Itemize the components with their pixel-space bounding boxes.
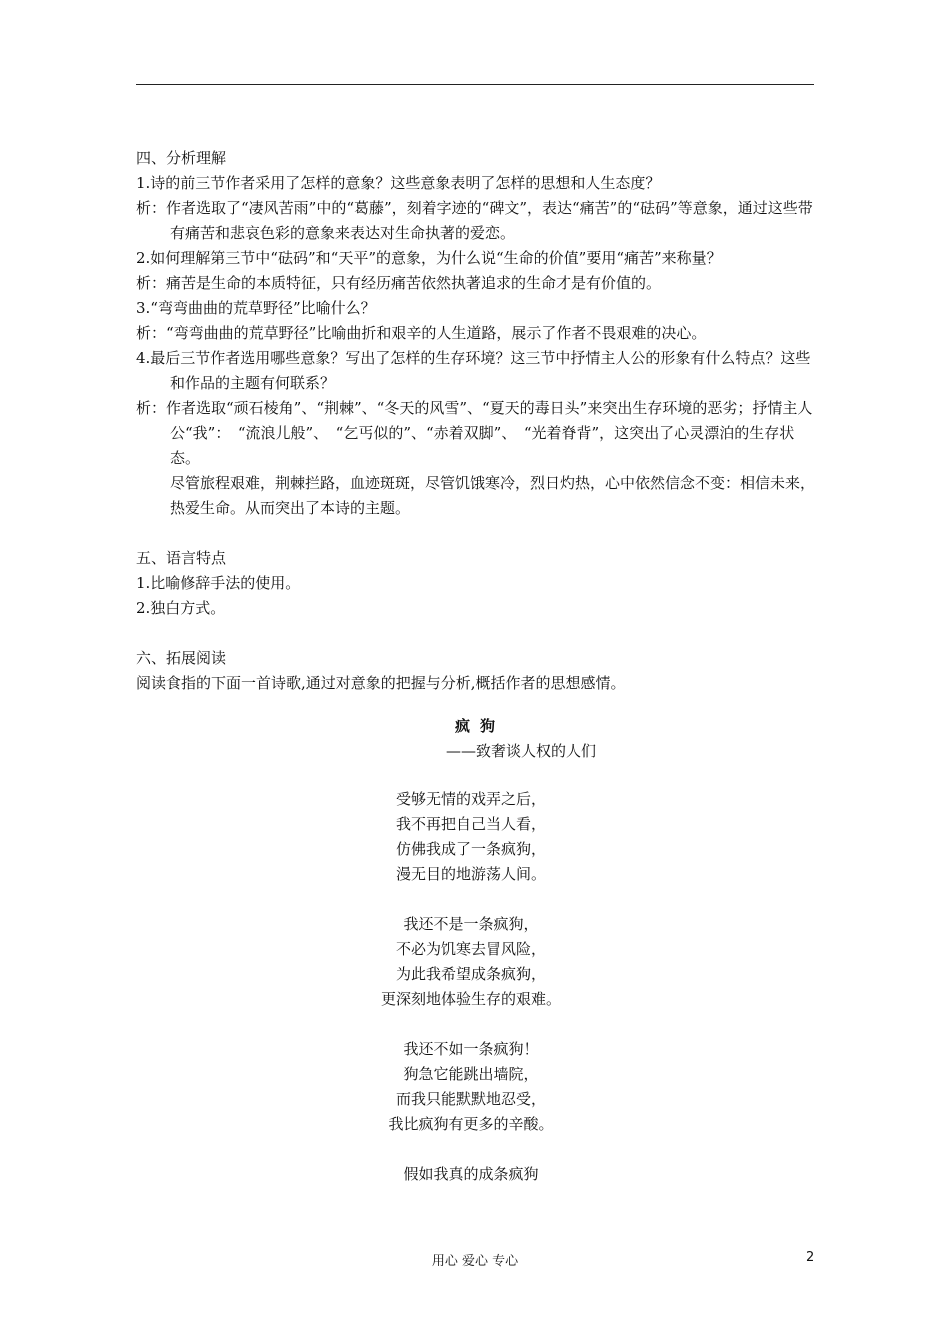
section5-heading: 五、语言特点 [136,549,227,567]
answer-4: 析：作者选取“顽石棱角”、“荆棘”、“冬天的风雪”、“夏天的毒日头”来突出生存环境的恶劣；抒情主人公“我”： “流浪儿般”、 “乞丐似的”、“赤着双脚”、 “光着脊背”，这突出了心灵漂泊的生存状态。 [136,399,813,467]
poem-stanza [126,787,816,887]
section6-intro: 阅读食指的下面一首诗歌,通过对意象的把握与分析,概括作者的思想感情。 [136,674,626,692]
poem-line: 狗急它能跳出墙院， [403,1065,539,1083]
poem-line: 而我只能默默地忍受， [395,1090,546,1108]
page-content [136,146,816,1187]
poem-stanza [126,1037,816,1137]
poem-line: 我比疯狗有更多的辛酸。 [388,1115,554,1133]
poem-title: 疯狗 [454,717,505,735]
poem-line: 我还不如一条疯狗！ [403,1040,539,1058]
section6-heading: 六、拓展阅读 [136,649,227,667]
section4-heading: 四、分析理解 [136,149,227,167]
poem-line: 我还不是一条疯狗， [403,915,539,933]
header-rule [136,84,814,85]
page-number: 2 [806,1250,815,1265]
poem-subtitle: ——致奢谈人权的人们 [445,742,596,760]
question-3: 3.“弯弯曲曲的荒草野径”比喻什么？ [136,299,376,317]
poem-stanza [126,1162,816,1187]
poem-line: 漫无目的地游荡人间。 [395,865,546,883]
poem-body [136,787,816,1187]
answer-4-continued: 尽管旅程艰难，荆棘拦路，血迹斑斑，尽管饥饿寒冷，烈日灼热，心中依然信念不变：相信未来，热爱生命。从而突出了本诗的主题。 [170,474,816,517]
answer-1: 析：作者选取了“凄风苦雨”中的“葛藤”，刻着字迹的“碑文”，表达“痛苦”的“砝码”等意象，通过这些带有痛苦和悲哀色彩的意象来表达对生命执著的爱恋。 [136,199,813,242]
footer-motto: 用心 爱心 专心 [431,1254,519,1269]
section5-item: 1.比喻修辞手法的使用。 [136,574,301,592]
question-4: 4.最后三节作者选用哪些意象？写出了怎样的生存环境？这三节中抒情主人公的形象有什么特点？这些和作品的主题有何联系？ [136,349,811,392]
poem-line: 受够无情的戏弄之后， [395,790,546,808]
poem-line: 不必为饥寒去冒风险， [395,940,546,958]
poem-stanza [126,912,816,1012]
poem-line: 仿佛我成了一条疯狗， [395,840,546,858]
question-2: 2.如何理解第三节中“砝码”和“天平”的意象，为什么说“生命的价值”要用“痛苦”来称量？ [136,249,722,267]
poem-line: 我不再把自己当人看， [395,815,546,833]
answer-3: 析：“弯弯曲曲的荒草野径”比喻曲折和艰辛的人生道路，展示了作者不畏艰难的决心。 [136,324,707,342]
poem-line: 更深刻地体验生存的艰难。 [380,990,561,1008]
poem-line: 为此我希望成条疯狗， [395,965,546,983]
answer-2: 析：痛苦是生命的本质特征，只有经历痛苦依然执著追求的生命才是有价值的。 [136,274,662,292]
section5-item: 2.独白方式。 [136,599,226,617]
poem-line: 假如我真的成条疯狗 [403,1165,539,1183]
question-1: 1.诗的前三节作者采用了怎样的意象？这些意象表明了怎样的思想和人生态度？ [136,174,661,192]
